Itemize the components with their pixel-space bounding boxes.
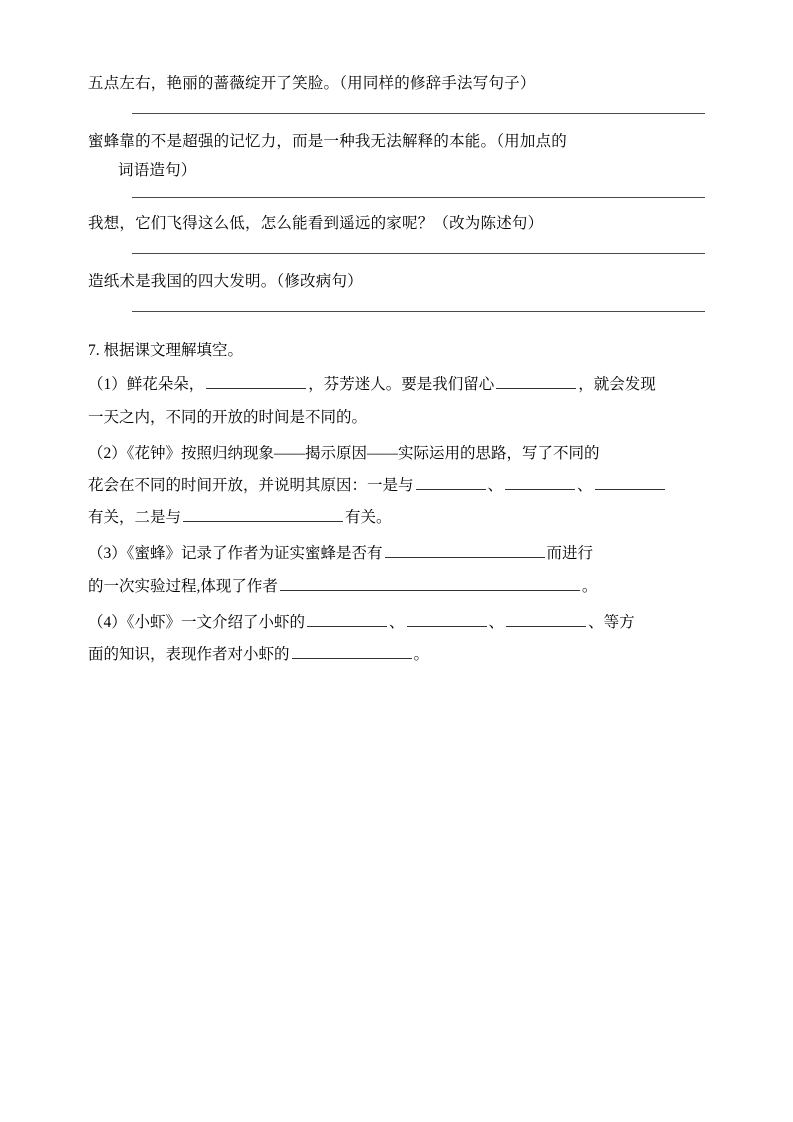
question-text-cont: 词语造句） — [118, 161, 197, 179]
question-6-2 — [88, 130, 705, 199]
fill-blank[interactable] — [307, 610, 387, 627]
question-line — [88, 370, 705, 400]
text-seg: ，就会发现 — [578, 376, 656, 394]
question-line-cont — [88, 471, 705, 501]
text-seg: 、 — [487, 476, 504, 494]
text-seg: 《蜜蜂》记录了作者为证实蜜蜂是否有 — [126, 545, 383, 563]
text-seg: 、 — [389, 613, 405, 631]
fill-blank[interactable] — [505, 473, 575, 490]
text-seg: 。 — [413, 646, 430, 664]
text-seg: ，芬芳迷人。要是我们留心 — [308, 376, 495, 394]
text-seg: 《小虾》一文介绍了小虾的 — [126, 613, 306, 631]
fill-blank[interactable] — [595, 473, 665, 490]
question-6-4 — [88, 270, 705, 312]
text-seg: 而进行 — [546, 545, 594, 563]
fill-blank[interactable] — [183, 505, 343, 522]
item-number: （4） — [88, 613, 127, 631]
question-6-3 — [88, 212, 705, 254]
question-line — [88, 439, 705, 469]
question-text: 我想，它们飞得这么低，怎么能看到遥远的家呢？（改为陈述句） — [88, 215, 544, 233]
exercise-7-title: 7. 根据课文理解填空。 — [88, 341, 244, 359]
text-seg: 、 — [577, 476, 593, 494]
fill-blank[interactable] — [407, 610, 487, 627]
text-seg: 有关。 — [345, 509, 392, 527]
question-line-cont — [88, 572, 705, 602]
worksheet-content — [88, 72, 705, 670]
fill-blank[interactable] — [496, 372, 576, 389]
item-number: （2） — [88, 444, 127, 462]
question-line-cont: 一天之内，不同的开放的时间是不同的。 — [88, 408, 368, 426]
answer-rule[interactable] — [132, 311, 705, 312]
question-7-2 — [88, 439, 705, 534]
fill-blank[interactable] — [385, 541, 545, 558]
fill-blank[interactable] — [292, 642, 412, 659]
answer-rule[interactable] — [132, 253, 705, 254]
question-6-1 — [88, 72, 705, 114]
question-text: 造纸术是我国的四大发明。（修改病句） — [88, 273, 363, 291]
text-seg: 《花钟》按照归纳现象——揭示原因——实际运用的思路，写了不同的 — [126, 444, 600, 462]
text-seg: 、 — [488, 613, 505, 631]
text-seg: 花会在不同的时间开放，并说明其原因：一是与 — [88, 476, 414, 494]
text-seg: 鲜花朵朵， — [126, 376, 205, 394]
text-seg: 。 — [581, 577, 598, 595]
text-seg: 面的知识，表现作者对小虾的 — [88, 646, 290, 664]
fill-blank[interactable] — [506, 610, 586, 627]
fill-blank[interactable] — [416, 473, 486, 490]
item-number: （3） — [88, 545, 127, 563]
question-line-cont — [88, 640, 705, 670]
question-line-cont — [88, 503, 705, 533]
question-line — [88, 608, 705, 638]
fill-blank[interactable] — [280, 573, 580, 590]
fill-blank[interactable] — [206, 372, 306, 389]
question-text: 五点左右，艳丽的蔷薇绽开了笑脸。（用同样的修辞手法写句子） — [88, 75, 536, 92]
question-text: 蜜蜂靠的不是超强的记忆力，而是一种我无法解释的本能。（用加点的 — [88, 132, 567, 150]
answer-rule[interactable] — [132, 113, 705, 114]
answer-rule[interactable] — [132, 197, 705, 198]
text-seg: 、等方 — [588, 613, 635, 631]
text-seg: 的一次实验过程,体现了作者 — [88, 577, 278, 595]
text-seg: 有关，二是与 — [88, 509, 182, 527]
question-7-1 — [88, 370, 705, 432]
question-line — [88, 539, 705, 569]
item-number: （1） — [88, 376, 127, 394]
question-7-3 — [88, 539, 705, 601]
question-7-4 — [88, 608, 705, 670]
